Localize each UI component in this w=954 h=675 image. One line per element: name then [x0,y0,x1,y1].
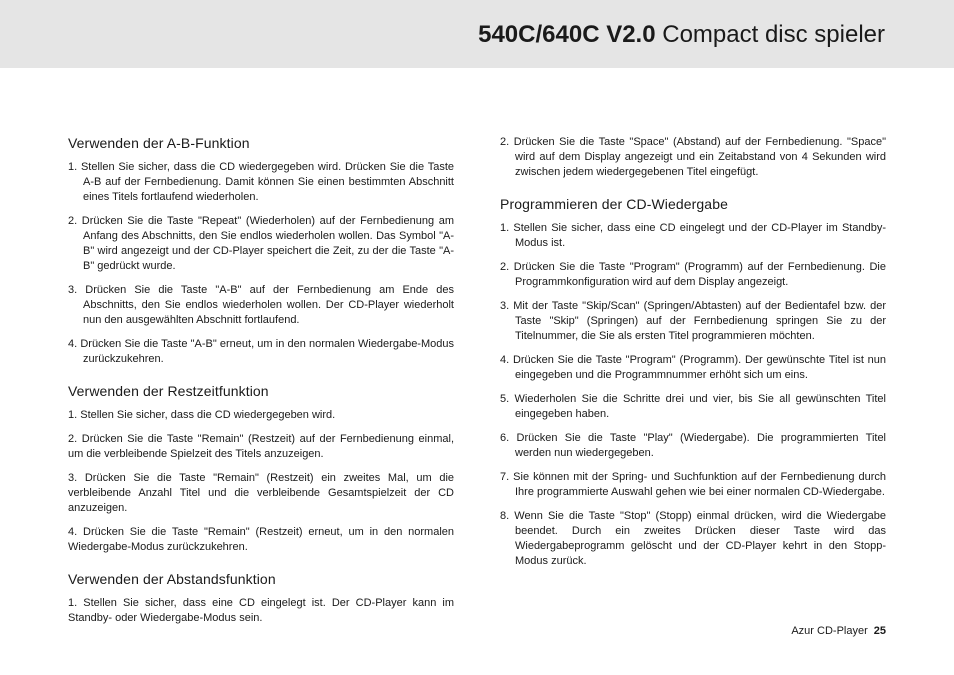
list-item: 4. Drücken Sie die Taste "A-B" erneut, um in den normalen Wiedergabe-Modus zurückzukehren. [68,338,454,365]
page-number: 25 [873,625,886,637]
page-footer [791,624,886,639]
section-heading: Verwenden der A-B-Funktion [68,135,250,151]
section-ab-funktion [68,135,454,367]
list-item: 2. Drücken Sie die Taste "Repeat" (Wiederholen) auf der Fernbedienung am Anfang des Abschnitts, den Sie endlos wiederholen wollen. Das Symbol "A-B" wird angezeigt und der CD-Player speichert die Zeit, zu der die Taste "A-B" gedrückt wurde. [68,215,454,272]
list-item: 3. Drücken Sie die Taste "A-B" auf der Fernbedienung am Ende des Abschnitts, den Sie endlos wiederholen wollen. Der CD-Player wiederholt nun den ausgewählten Abschnitt fortlaufend. [68,284,454,326]
page-title [478,20,885,50]
list-item: 3. Drücken Sie die Taste "Remain" (Restzeit) ein zweites Mal, um die verbleibende Anzahl Titel und die verbleibende Gesamtspielzeit der CD anzuzeigen. [68,472,454,514]
list-item: 1. Stellen Sie sicher, dass eine CD eingelegt und der CD-Player im Standby-Modus ist. [500,222,886,249]
model-name: 540C/640C V2.0 [478,21,656,48]
list-item: 1. Stellen Sie sicher, dass die CD wiedergegeben wird. Drücken Sie die Taste A-B auf der Fernbedienung. Damit können Sie einen bestimmten Abschnitt eines Titels fortlaufend wiederholen. [68,161,454,203]
section-heading: Verwenden der Restzeitfunktion [68,383,269,399]
list-item: 2. Drücken Sie die Taste "Remain" (Restzeit) auf der Fernbedienung einmal, um die verbleibende Spielzeit des Titels anzuzeigen. [68,433,454,460]
footer-label: Azur CD-Player [791,625,868,637]
list-item: 7. Sie können mit der Spring- und Suchfunktion auf der Fernbedienung durch Ihre programmierte Auswahl gehen wie bei einer normalen CD-Wiedergabe. [500,471,886,498]
title-subtitle: Compact disc spieler [655,21,885,48]
section-restzeitfunktion [68,383,454,555]
list-item: 4. Drücken Sie die Taste "Remain" (Restzeit) erneut, um in den normalen Wiedergabe-Modus zurückzukehren. [68,526,454,553]
list-item: 1. Stellen Sie sicher, dass die CD wiedergegeben wird. [68,409,336,421]
list-item: 1. Stellen Sie sicher, dass eine CD eingelegt ist. Der CD-Player kann im Standby- oder Wiedergabe-Modus sein. [68,597,454,624]
left-column [68,135,454,642]
right-column [500,135,886,585]
section-abstandsfunktion-continued [500,135,886,180]
section-heading: Programmieren der CD-Wiedergabe [500,196,728,212]
list-item: 2. Drücken Sie die Taste "Program" (Programm) auf der Fernbedienung. Die Programmkonfiguration wird auf dem Display angezeigt. [500,261,886,288]
list-item: 4. Drücken Sie die Taste "Program" (Programm). Der gewünschte Titel ist nun eingegeben und die Programmnummer erhöht sich um eins. [500,354,886,381]
list-item: 2. Drücken Sie die Taste "Space" (Abstand) auf der Fernbedienung. "Space" wird auf dem Display angezeigt und ein Zeitabstand von 4 Sekunden wird zwischen jedem wiedergegebenen Titel eingefügt. [500,136,886,178]
section-heading: Verwenden der Abstandsfunktion [68,571,276,587]
list-item: 3. Mit der Taste "Skip/Scan" (Springen/Abtasten) auf der Bedientafel bzw. der Taste "Skip" (Springen) auf der Fernbedienung springen Sie zu der Titelnummer, die Sie als ersten Titel programmieren möchten. [500,300,886,342]
list-item: 6. Drücken Sie die Taste "Play" (Wiedergabe). Die programmierten Titel werden nun wiedergegeben. [500,432,886,459]
list-item: 8. Wenn Sie die Taste "Stop" (Stopp) einmal drücken, wird die Wiedergabe beendet. Durch ein zweites Drücken dieser Taste wird das Wiedergabeprogramm gelöscht und der CD-Player kehrt in den Stopp-Modus zurück. [500,510,886,567]
section-abstandsfunktion [68,571,454,626]
page-header [0,0,954,68]
list-item: 5. Wiederholen Sie die Schritte drei und vier, bis Sie all gewünschten Titel eingegeben haben. [500,393,886,420]
section-programmieren [500,196,886,569]
